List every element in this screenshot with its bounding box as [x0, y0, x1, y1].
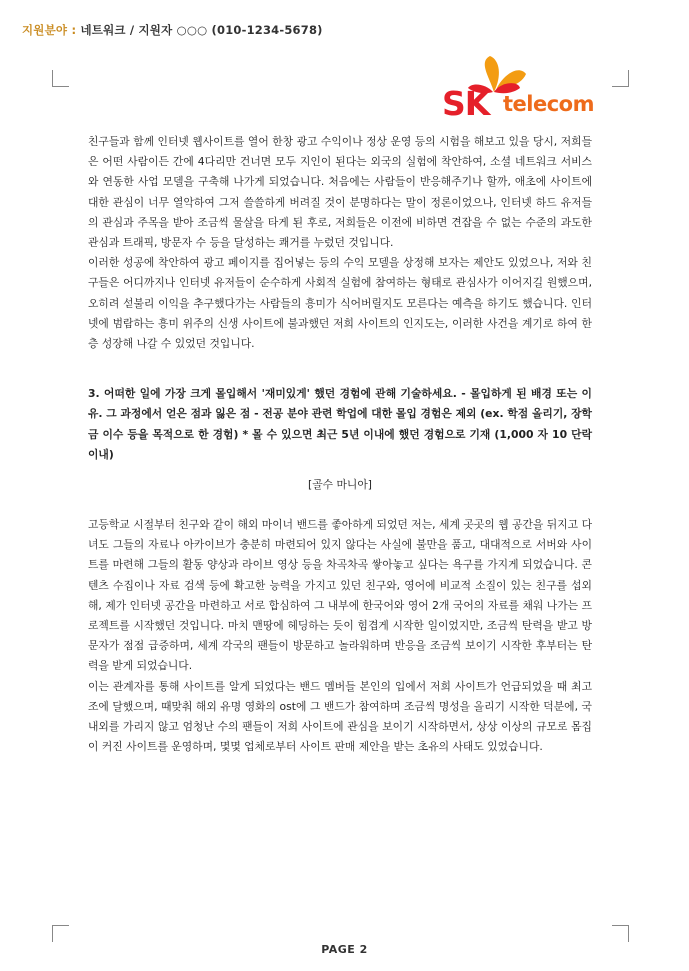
paragraph-3: 고등학교 시절부터 친구와 같이 해외 마이너 밴드를 좋아하게 되었던 저는, 세계 곳곳의 웹 공간을 뒤지고 다녀도 그들의 자료나 아카이브가 충분히 마련되어 있지 않다는 사실에 불만을 품고, 대대적으로 서버와 사이트를 마련해 그들의 활동 양상과 라이브 영상 등을 차곡차곡 쌓아놓고 싶다는 욕구를 가지게 되었습니다. 콘텐츠 수집이나 자료 검색 등에 확고한 능력을 가지고 있던 친구와, 영어에 비교적 소질이 있는 친구를 섭외해, 제가 인터넷 공간을 마련하고 서로 합심하여 그 내부에 한국어와 영어 2개 국어의 자료를 채워 나가는 프로젝트를 시작했던 것입니다. 마치 맨땅에 헤딩하는 듯이 힘겹게 시작한 일이었지만, 조금씩 탄력을 받고 방문자가 점점 급증하며, 세계 각국의 팬들이 방문하고 놀라워하며 반응을 조금씩 보이기 시작한 후부터는 탄력을 받게 되었습니다. [88, 518, 592, 673]
header-field-label: 지원분야 : [22, 23, 77, 37]
crop-mark-top-left [52, 70, 69, 87]
paragraph-2: 이러한 성공에 착안하여 광고 페이지를 집어넣는 등의 수익 모델을 상정해 보자는 제안도 있었으나, 저와 친구들은 어디까지나 인터넷 유저들이 순수하게 사회적 실험에 참여하는 형태로 관심사가 이어지길 원했으며, 오히려 섣불리 이익을 추구했다가는 사람들의 흥미가 식어버릴지도 모른다는 예측을 하기도 했습니다. 인터넷에 범람하는 흥미 위주의 신생 사이트에 불과했던 저희 사이트의 인지도는, 이러한 사건을 계기로 하여 한층 성장해 나갈 수 있었던 것입니다. [88, 256, 592, 351]
paragraph-1: 친구들과 함께 인터넷 웹사이트를 열어 한창 광고 수익이나 정상 운영 등의 시험을 해보고 있을 당시, 저희들은 어떤 사람이든 간에 4다리만 건너면 모두 지인이 된다는 외국의 실험에 착안하여, 소셜 네트워크 서비스와 연동한 사업 모델을 구축해 나가게 되었습니다. 처음에는 사람들이 반응해주기나 할까, 애초에 사이트에 대한 관심이 너무 열악하여 그저 쓸쓸하게 버려질 것이 분명하다는 말이 정론이었으나, 인터넷 하드 유저들의 관심과 주목을 받아 조금씩 물살을 타게 된 후로, 저희들은 이전에 비하면 견잡을 수 없는 수준의 과도한 관심과 트래픽, 방문자 수 등을 달성하는 쾌거를 누렸던 것입니다. [88, 135, 592, 250]
applicant-header [22, 22, 323, 38]
crop-mark-top-right [612, 70, 629, 87]
answer-title: [골수 마니아] [307, 478, 372, 492]
question-3: 3. 어떠한 일에 가장 크게 몰입해서 '재미있게' 했던 경험에 관해 기술하세요. - 몰입하게 된 배경 또는 이유. 그 과정에서 얻은 점과 잃은 점 - 전공 분야 관련 학업에 대한 몰입 경험은 제외 (ex. 학점 올리기, 장학금 이수 등을 목적으로 한 경험) * 몰 수 있으면 최근 5년 이내에 했던 경험으로 기재 (1,000 자 10 단락 이내) [88, 387, 592, 461]
paragraph-4: 이는 관계자를 통해 사이트를 알게 되었다는 밴드 멤버들 본인의 입에서 저희 사이트가 언급되었을 때 최고조에 달했으며, 때맞춰 해외 유명 영화의 ost에 그 밴드가 참여하며 조금씩 명성을 올리기 시작한 덕분에, 국내외를 가리지 않고 엄청난 수의 팬들이 저희 사이트에 관심을 보이기 시작하면서, 상상 이상의 규모로 몸집이 커진 사이트를 운영하며, 몇몇 업체로부터 사이트 판매 제안을 받는 초유의 사태도 있었습니다. [88, 679, 592, 754]
page-number: PAGE 2 [321, 943, 368, 956]
crop-mark-bottom-left [52, 925, 69, 942]
logo-telecom-text: telecom [503, 92, 594, 116]
sk-telecom-logo [442, 54, 614, 126]
header-applicant-info: 네트워크 / 지원자 ○○○ (010-1234-5678) [76, 23, 323, 37]
logo-sk-text: SK [442, 84, 490, 123]
crop-mark-bottom-right [612, 925, 629, 942]
document-body [88, 132, 592, 757]
